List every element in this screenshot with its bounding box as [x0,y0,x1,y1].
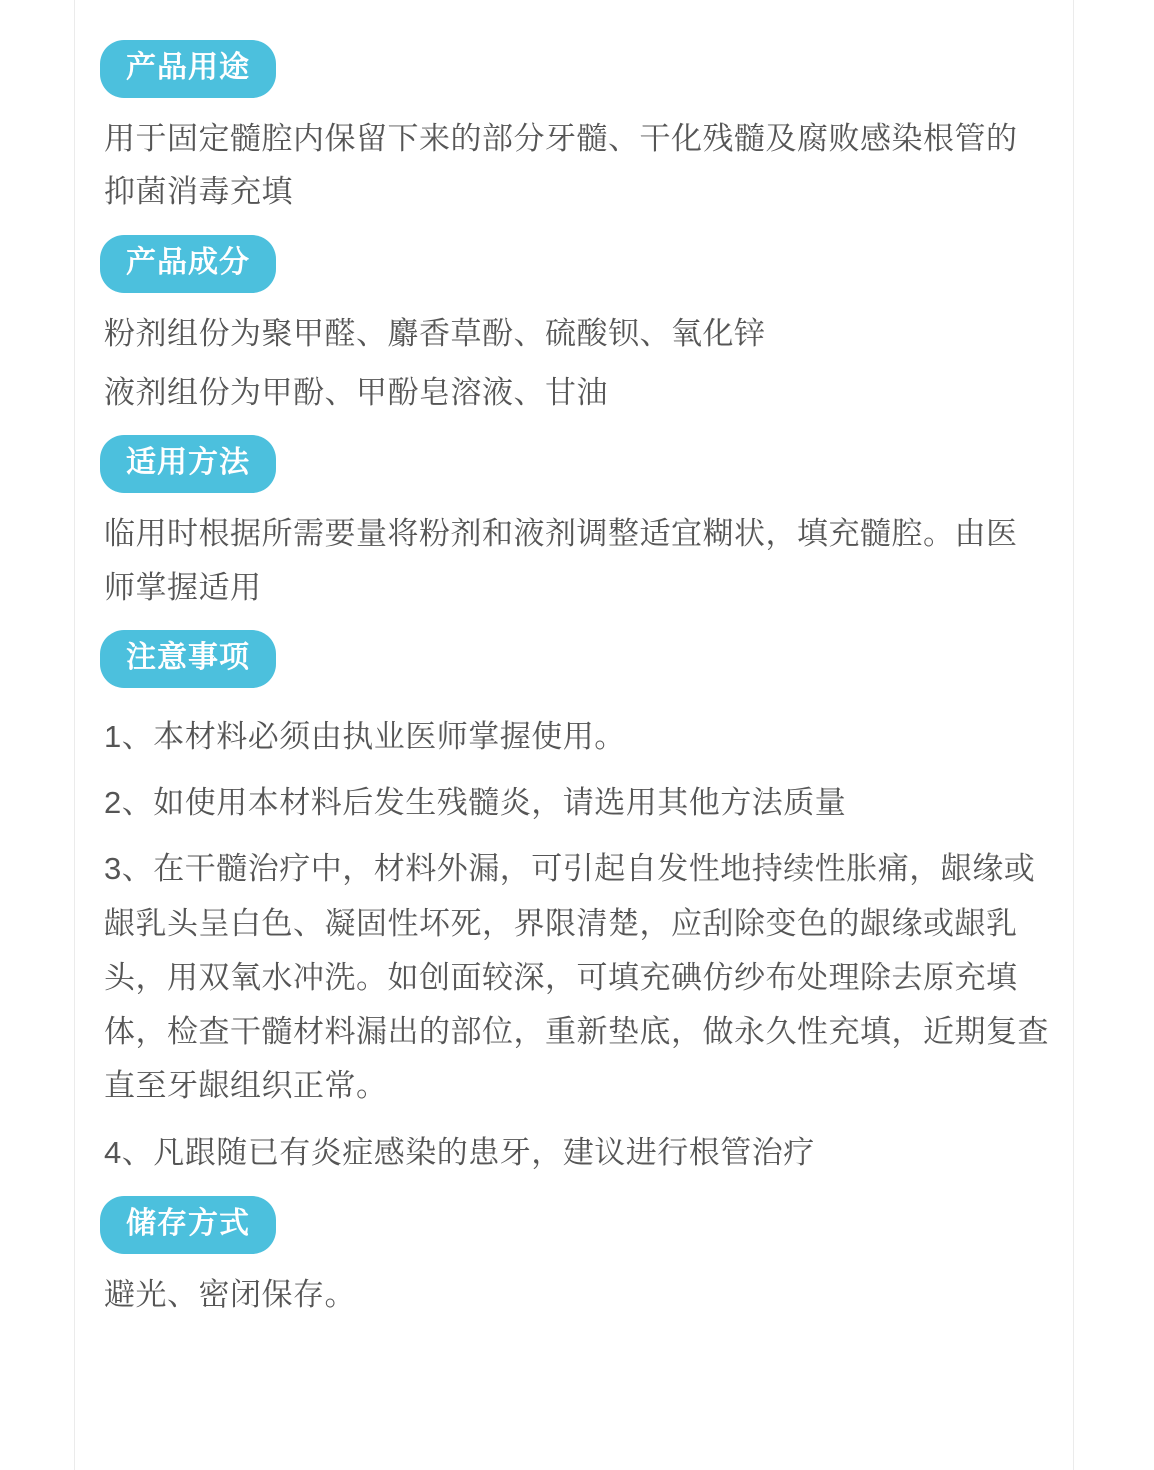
section-storage [78,1196,1064,1321]
section-composition-paragraph: 粉剂组份为聚甲醛、麝香草酚、硫酸钡、氧化锌 [104,315,766,351]
list-item: 1、本材料必须由执业医师掌握使用。 [104,718,626,754]
section-storage-paragraph: 避光、密闭保存。 [104,1276,356,1312]
section-notice [78,630,1064,1180]
list-item: 4、凡跟随已有炎症感染的患牙，建议进行根管治疗 [104,1134,815,1170]
section-method-paragraph: 临用时根据所需要量将粉剂和液剂调整适宜糊状，填充髓腔。由医师掌握适用 [104,516,1018,605]
section-composition-paragraph: 液剂组份为甲酚、甲酚皂溶液、甘油 [104,374,608,410]
notice-list [104,710,1064,1180]
section-composition [78,235,1064,420]
section-storage-title: 储存方式 [100,1196,276,1254]
list-item: 2、如使用本材料后发生残髓炎，请选用其他方法质量 [104,785,847,821]
section-method [78,435,1064,614]
section-usage [78,40,1064,219]
section-method-title: 适用方法 [100,435,276,493]
section-notice-title: 注意事项 [100,630,276,688]
section-composition-title: 产品成分 [100,235,276,293]
section-usage-paragraph: 用于固定髓腔内保留下来的部分牙髓、干化残髓及腐败感染根管的抑菌消毒充填 [104,121,1018,210]
list-item: 3、在干髓治疗中，材料外漏，可引起自发性地持续性胀痛，龈缘或龈乳头呈白色、凝固性坏死，界限清楚，应刮除变色的龈缘或龈乳头，用双氧水冲洗。如创面较深，可填充碘仿纱布处理除去原充填体，检查干髓材料漏出的部位，重新垫底，做永久性充填，近期复查直至牙龈组织正常。 [104,851,1049,1104]
section-usage-title: 产品用途 [100,40,276,98]
